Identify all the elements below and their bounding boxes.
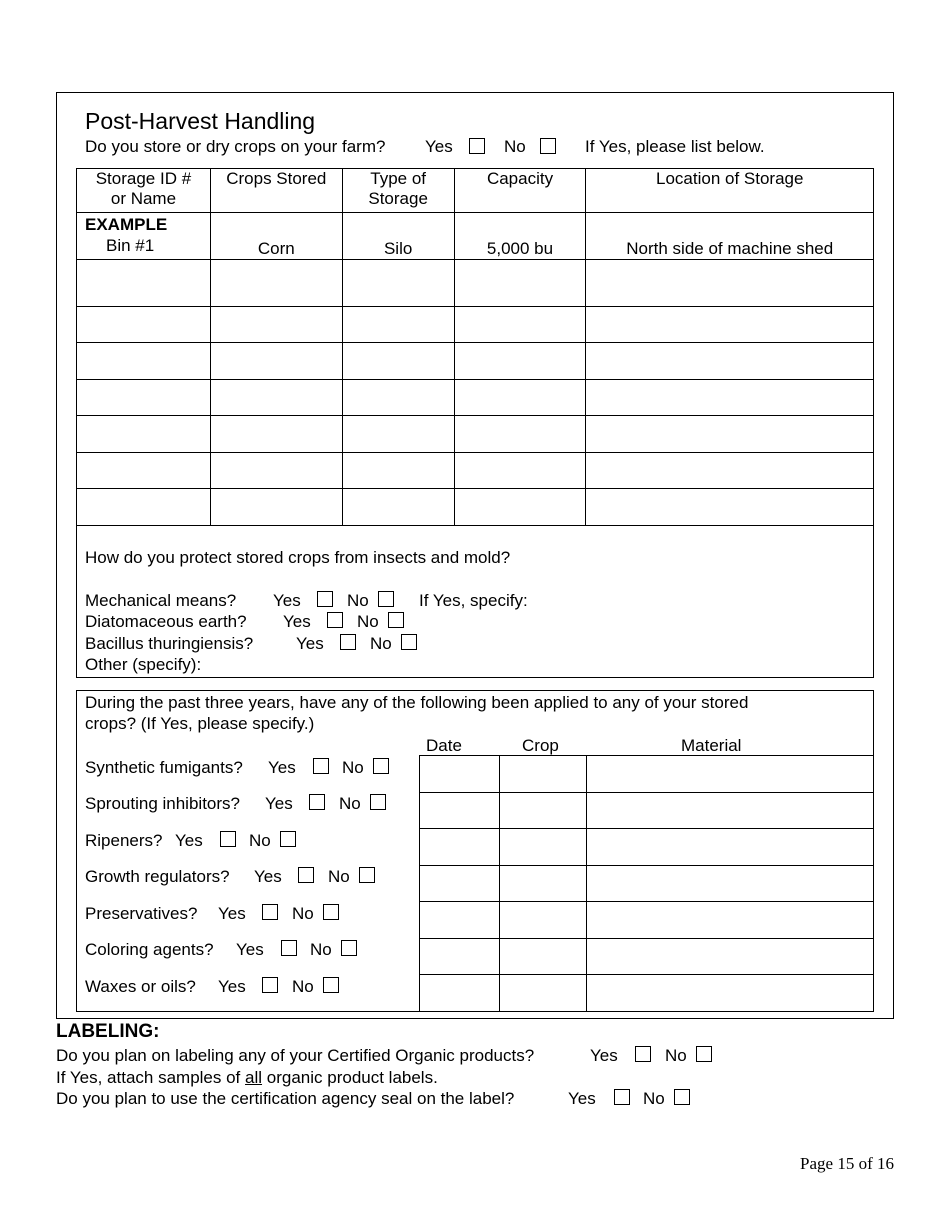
bacillus-yes-label: Yes — [296, 634, 324, 653]
storage-cell[interactable] — [454, 343, 586, 380]
storage-cell[interactable] — [454, 416, 586, 453]
applied-cell[interactable] — [586, 866, 873, 902]
example-id-cell — [77, 213, 211, 260]
applied-cell[interactable] — [586, 756, 873, 793]
applied-cell[interactable] — [586, 829, 873, 866]
labeling-q3-yes-checkbox[interactable] — [614, 1089, 630, 1105]
example-row — [77, 213, 874, 260]
storage-cell[interactable] — [586, 489, 874, 526]
storage-cell[interactable] — [210, 489, 342, 526]
labeling-q3-no-checkbox[interactable] — [674, 1089, 690, 1105]
protect-mechanical-label: Mechanical means? — [85, 591, 237, 610]
synthetic-fumigants-yes-checkbox[interactable] — [313, 758, 329, 774]
applied-cell[interactable] — [499, 756, 586, 793]
storage-cell[interactable] — [77, 489, 211, 526]
storage-cell[interactable] — [210, 453, 342, 489]
storage-cell[interactable] — [210, 343, 342, 380]
applied-cell[interactable] — [499, 829, 586, 866]
applied-cell[interactable] — [420, 939, 500, 975]
storage-cell[interactable] — [77, 307, 211, 343]
storage-row — [77, 380, 874, 416]
growth-regulators-yes-checkbox[interactable] — [298, 867, 314, 883]
example-label: EXAMPLE — [85, 215, 168, 234]
protect-bacillus-label: Bacillus thuringiensis? — [85, 634, 254, 653]
header-location: Location of Storage — [586, 169, 874, 213]
header-capacity: Capacity — [454, 169, 586, 213]
applied-cell[interactable] — [586, 939, 873, 975]
storage-row — [77, 307, 874, 343]
mechanical-specify-note: If Yes, specify: — [419, 591, 528, 610]
preservatives-no-label: No — [292, 904, 314, 923]
applied-cell[interactable] — [420, 902, 500, 939]
preservatives-label: Preservatives? — [85, 904, 198, 923]
storage-cell[interactable] — [342, 489, 454, 526]
applied-cell[interactable] — [420, 975, 500, 1012]
storage-cell[interactable] — [454, 489, 586, 526]
applied-cell[interactable] — [499, 866, 586, 902]
diatomaceous-no-checkbox[interactable] — [388, 612, 404, 628]
store-no-label: No — [504, 137, 526, 156]
header-storage-id: Storage ID # or Name — [77, 169, 211, 213]
section-title: Post-Harvest Handling — [85, 108, 316, 134]
ripeners-yes-checkbox[interactable] — [220, 831, 236, 847]
labeling-q3-yes-label: Yes — [568, 1089, 596, 1108]
bacillus-yes-checkbox[interactable] — [340, 634, 356, 650]
storage-cell[interactable] — [342, 453, 454, 489]
store-no-checkbox[interactable] — [540, 138, 556, 154]
storage-row — [77, 416, 874, 453]
other-specify-label: Other (specify): — [85, 655, 202, 674]
labeling-q2-post: organic product labels. — [266, 1068, 438, 1087]
sprouting-inhibitors-no-checkbox[interactable] — [370, 794, 386, 810]
labeling-q1-yes-label: Yes — [590, 1046, 618, 1065]
ripeners-label: Ripeners? — [85, 831, 163, 850]
storage-cell[interactable] — [586, 307, 874, 343]
sprouting-inhibitors-yes-label: Yes — [265, 794, 293, 813]
bacillus-no-checkbox[interactable] — [401, 634, 417, 650]
labeling-q1-no-checkbox[interactable] — [696, 1046, 712, 1062]
mechanical-no-checkbox[interactable] — [378, 591, 394, 607]
synthetic-fumigants-yes-label: Yes — [268, 758, 296, 777]
storage-cell[interactable] — [586, 416, 874, 453]
sprouting-inhibitors-yes-checkbox[interactable] — [309, 794, 325, 810]
storage-cell[interactable] — [77, 416, 211, 453]
storage-row — [77, 260, 874, 307]
storage-cell[interactable] — [586, 260, 874, 307]
applied-cell[interactable] — [499, 975, 586, 1012]
storage-cell[interactable] — [77, 453, 211, 489]
applied-cell[interactable] — [420, 866, 500, 902]
diatomaceous-no-label: No — [357, 612, 379, 631]
labeling-q2-all: all — [245, 1068, 263, 1087]
labeling-q1-yes-checkbox[interactable] — [635, 1046, 651, 1062]
waxes-oils-yes-label: Yes — [218, 977, 246, 996]
synthetic-fumigants-label: Synthetic fumigants? — [85, 758, 243, 777]
applied-cell[interactable] — [420, 829, 500, 866]
storage-cell[interactable] — [210, 307, 342, 343]
example-id: Bin #1 — [106, 236, 155, 255]
applied-cell[interactable] — [420, 793, 500, 829]
mechanical-yes-checkbox[interactable] — [317, 591, 333, 607]
coloring-agents-label: Coloring agents? — [85, 940, 214, 959]
mechanical-no-label: No — [347, 591, 369, 610]
example-type: Silo — [342, 213, 454, 260]
synthetic-fumigants-no-label: No — [342, 758, 364, 777]
storage-row — [77, 453, 874, 489]
applied-question-line1: During the past three years, have any of the following been applied to any of your stored — [85, 693, 749, 712]
header-type-of-storage: Type of Storage — [342, 169, 454, 213]
coloring-agents-yes-checkbox[interactable] — [281, 940, 297, 956]
applied-cell[interactable] — [499, 902, 586, 939]
protect-question: How do you protect stored crops from insects and mold? — [85, 548, 511, 567]
applied-question-line2: crops? (If Yes, please specify.) — [85, 714, 315, 733]
store-yes-label: Yes — [425, 137, 453, 156]
synthetic-fumigants-no-checkbox[interactable] — [373, 758, 389, 774]
example-location: North side of machine shed — [586, 213, 874, 260]
storage-cell[interactable] — [586, 343, 874, 380]
preservatives-yes-label: Yes — [218, 904, 246, 923]
bacillus-no-label: No — [370, 634, 392, 653]
mechanical-yes-label: Yes — [273, 591, 301, 610]
labeling-q1: Do you plan on labeling any of your Certified Organic products? — [56, 1046, 535, 1065]
storage-row — [77, 343, 874, 380]
coloring-agents-no-label: No — [310, 940, 332, 959]
applied-cell[interactable] — [499, 793, 586, 829]
header-crops-stored: Crops Stored — [210, 169, 342, 213]
storage-cell[interactable] — [77, 260, 211, 307]
applied-table — [419, 755, 874, 1012]
growth-regulators-no-checkbox[interactable] — [359, 867, 375, 883]
storage-cell[interactable] — [454, 260, 586, 307]
labeling-title: LABELING: — [56, 1021, 160, 1042]
example-capacity: 5,000 bu — [454, 213, 586, 260]
storage-cell[interactable] — [77, 343, 211, 380]
ripeners-yes-label: Yes — [175, 831, 203, 850]
sprouting-inhibitors-no-label: No — [339, 794, 361, 813]
sprouting-inhibitors-label: Sprouting inhibitors? — [85, 794, 240, 813]
preservatives-no-checkbox[interactable] — [323, 904, 339, 920]
storage-cell[interactable] — [342, 343, 454, 380]
storage-cell[interactable] — [586, 453, 874, 489]
labeling-q2 — [56, 1069, 438, 1086]
storage-cell[interactable] — [454, 380, 586, 416]
coloring-agents-yes-label: Yes — [236, 940, 264, 959]
labeling-q3-no-label: No — [643, 1089, 665, 1108]
storage-cell[interactable] — [586, 380, 874, 416]
storage-cell[interactable] — [77, 380, 211, 416]
storage-cell[interactable] — [454, 307, 586, 343]
waxes-oils-yes-checkbox[interactable] — [262, 977, 278, 993]
diatomaceous-yes-checkbox[interactable] — [327, 612, 343, 628]
applied-cell[interactable] — [586, 902, 873, 939]
waxes-oils-label: Waxes or oils? — [85, 977, 196, 996]
storage-cell[interactable] — [342, 307, 454, 343]
growth-regulators-label: Growth regulators? — [85, 867, 230, 886]
coloring-agents-no-checkbox[interactable] — [341, 940, 357, 956]
labeling-q1-no-label: No — [665, 1046, 687, 1065]
ripeners-no-checkbox[interactable] — [280, 831, 296, 847]
store-yes-checkbox[interactable] — [469, 138, 485, 154]
applied-header-date: Date — [426, 736, 462, 755]
storage-cell[interactable] — [210, 380, 342, 416]
protect-diatomaceous-label: Diatomaceous earth? — [85, 612, 247, 631]
preservatives-yes-checkbox[interactable] — [262, 904, 278, 920]
storage-cell[interactable] — [342, 260, 454, 307]
applied-header-crop: Crop — [522, 736, 559, 755]
storage-header-row — [77, 169, 874, 213]
storage-cell[interactable] — [342, 416, 454, 453]
waxes-oils-no-checkbox[interactable] — [323, 977, 339, 993]
diatomaceous-yes-label: Yes — [283, 612, 311, 631]
storage-cell[interactable] — [210, 416, 342, 453]
storage-cell[interactable] — [454, 453, 586, 489]
labeling-q2-pre: If Yes, attach samples of — [56, 1068, 241, 1087]
growth-regulators-no-label: No — [328, 867, 350, 886]
applied-cell[interactable] — [420, 756, 500, 793]
waxes-oils-no-label: No — [292, 977, 314, 996]
applied-header-material: Material — [681, 736, 742, 755]
labeling-q3: Do you plan to use the certification agency seal on the label? — [56, 1089, 515, 1108]
storage-cell[interactable] — [342, 380, 454, 416]
store-question: Do you store or dry crops on your farm? — [85, 137, 386, 156]
storage-cell[interactable] — [210, 260, 342, 307]
store-note: If Yes, please list below. — [585, 137, 765, 156]
ripeners-no-label: No — [249, 831, 271, 850]
page-number: Page 15 of 16 — [800, 1154, 894, 1173]
applied-cell[interactable] — [499, 939, 586, 975]
applied-cell[interactable] — [586, 793, 873, 829]
growth-regulators-yes-label: Yes — [254, 867, 282, 886]
storage-row — [77, 489, 874, 526]
applied-cell[interactable] — [586, 975, 873, 1012]
example-crop: Corn — [210, 213, 342, 260]
